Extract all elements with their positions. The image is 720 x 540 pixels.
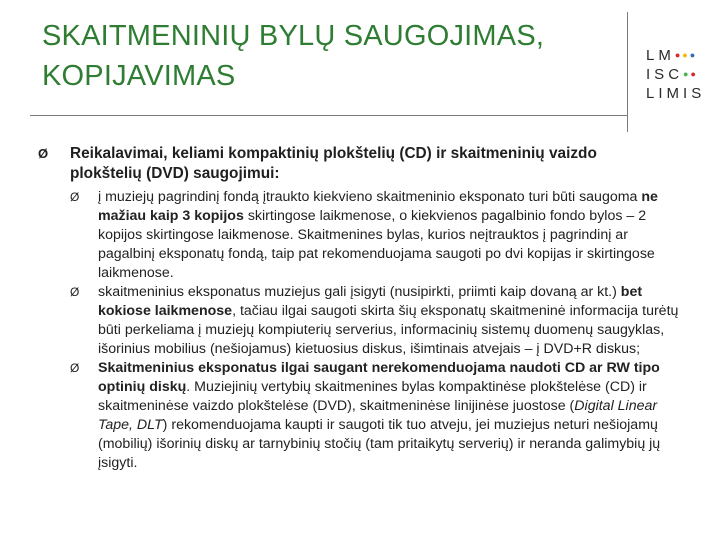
logo-dot-green: ● bbox=[683, 69, 691, 79]
sub-bullet-item-1: Ø į muziejų pagrindinį fondą įtraukto kiekvieno skaitmeninio eksponato turi būti saugoma ne mažiau kaip 3 kopijos skirtingose laikmenose, o kiekvienos pagalbinio fondo bylos – 2 kopijos skirtingose laikmenose. Skaitmenines bylas, kurios neįtrauktos į pagrindinį ar pagalbinį eksponatų fondą, taip pat rekomenduojama saugoti po dvi kopijas ir skirtingose laikmenose. bbox=[70, 189, 658, 281]
logo-row-2: ISC●● bbox=[646, 66, 698, 83]
lm-isc-limis-logo bbox=[646, 46, 712, 103]
title-divider bbox=[30, 115, 628, 116]
arrow-bullet-icon: Ø bbox=[70, 285, 80, 299]
logo-dot-blue: ● bbox=[689, 50, 698, 60]
logo-row-1: LM●●● bbox=[646, 47, 698, 64]
title-line-1: SKAITMENINIŲ BYLŲ SAUGOJIMAS, bbox=[42, 20, 545, 52]
logo-divider bbox=[627, 12, 628, 132]
arrow-bullet-icon: Ø bbox=[38, 146, 49, 161]
main-bullet-text: Reikalavimai, keliami kompaktinių plokštelių (CD) ir skaitmeninių vaizdo plokštelių (DVD) saugojimui: bbox=[70, 145, 597, 182]
slide-title bbox=[42, 16, 612, 96]
arrow-bullet-icon: Ø bbox=[70, 190, 80, 204]
logo-dot-yellow: ● bbox=[682, 50, 690, 60]
arrow-bullet-icon: Ø bbox=[70, 361, 80, 375]
main-bullet-item bbox=[38, 144, 648, 184]
logo-row-3: LIMIS bbox=[646, 85, 706, 102]
sub-bullet-list bbox=[70, 188, 682, 473]
sub-bullet-item-2: Ø skaitmeninius eksponatus muziejus gali įsigyti (nusipirkti, priimti kaip dovaną ar kt.) bet kokiose laikmenose, tačiau ilgai saugoti skirta šių eksponatų skaitmeninė informacija turėtų būti perkeliama į muziejų kompiuterių serverius, informacinių sistemų duomenų saugyklas, išorinius mobilius (nešiojamus) kietuosius diskus, išimtinais atvejais – į DVD+R diskus; bbox=[70, 284, 679, 357]
title-line-2: KOPIJAVIMAS bbox=[42, 60, 236, 92]
logo-dot-red: ● bbox=[674, 50, 683, 60]
sub-bullet-item-3: Ø Skaitmeninius eksponatus ilgai saugant nerekomenduojama naudoti CD ar RW tipo optinių diskų. Muziejinių vertybių skaitmenines bylas kompaktinėse plokštelėse (CD) ir skaitmeninėse vaizdo plokštelėse (DVD), skaitmeninėse linijinėse juostose (Digital Linear Tape, DLT) rekomenduojama kaupti ir saugoti tik tuo atveju, jei muziejus neturi nešiojamų (mobilių) išorinių diskų ar tarnybinių stočių (tam pritaikytų serverių) ir neranda galimybių jų įsigyti. bbox=[70, 360, 661, 471]
